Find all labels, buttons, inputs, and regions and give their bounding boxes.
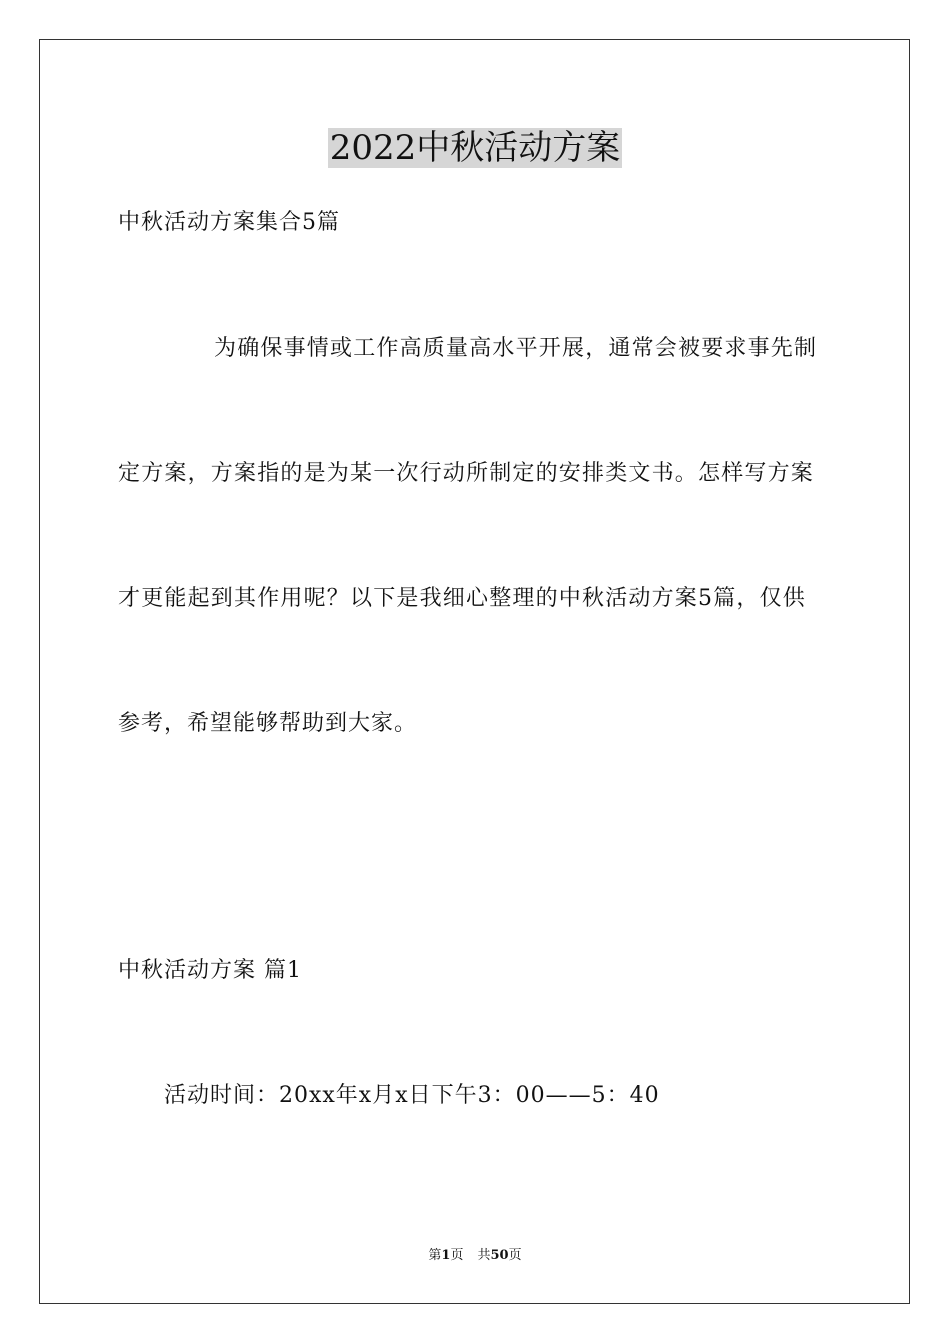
footer-total-suffix: 页 <box>508 1248 522 1263</box>
footer-page-prefix: 第 <box>428 1248 442 1263</box>
activity-time: 活动时间：20xx年x月x日下午3：00——5：40 <box>164 1083 660 1108</box>
footer-page-number: 1 <box>441 1248 451 1263</box>
intro-line-2: 定方案，方案指的是为某一次行动所制定的安排类文书。怎样写方案 <box>118 461 815 486</box>
section-heading: 中秋活动方案 篇1 <box>118 958 302 983</box>
intro-line-1: 为确保事情或工作高质量高水平开展，通常会被要求事先制 <box>214 336 818 361</box>
document-title-text: 2022中秋活动方案 <box>329 128 621 168</box>
page-footer <box>0 1247 950 1265</box>
intro-line-4: 参考，希望能够帮助到大家。 <box>118 711 418 736</box>
intro-line-3: 才更能起到其作用呢？以下是我细心整理的中秋活动方案5篇，仅供 <box>118 586 806 611</box>
document-title <box>0 124 950 172</box>
footer-page-suffix: 页 <box>450 1248 464 1263</box>
document-subtitle: 中秋活动方案集合5篇 <box>118 210 340 235</box>
footer-total-prefix: 共 <box>477 1248 491 1263</box>
footer-total-pages: 50 <box>490 1248 509 1263</box>
